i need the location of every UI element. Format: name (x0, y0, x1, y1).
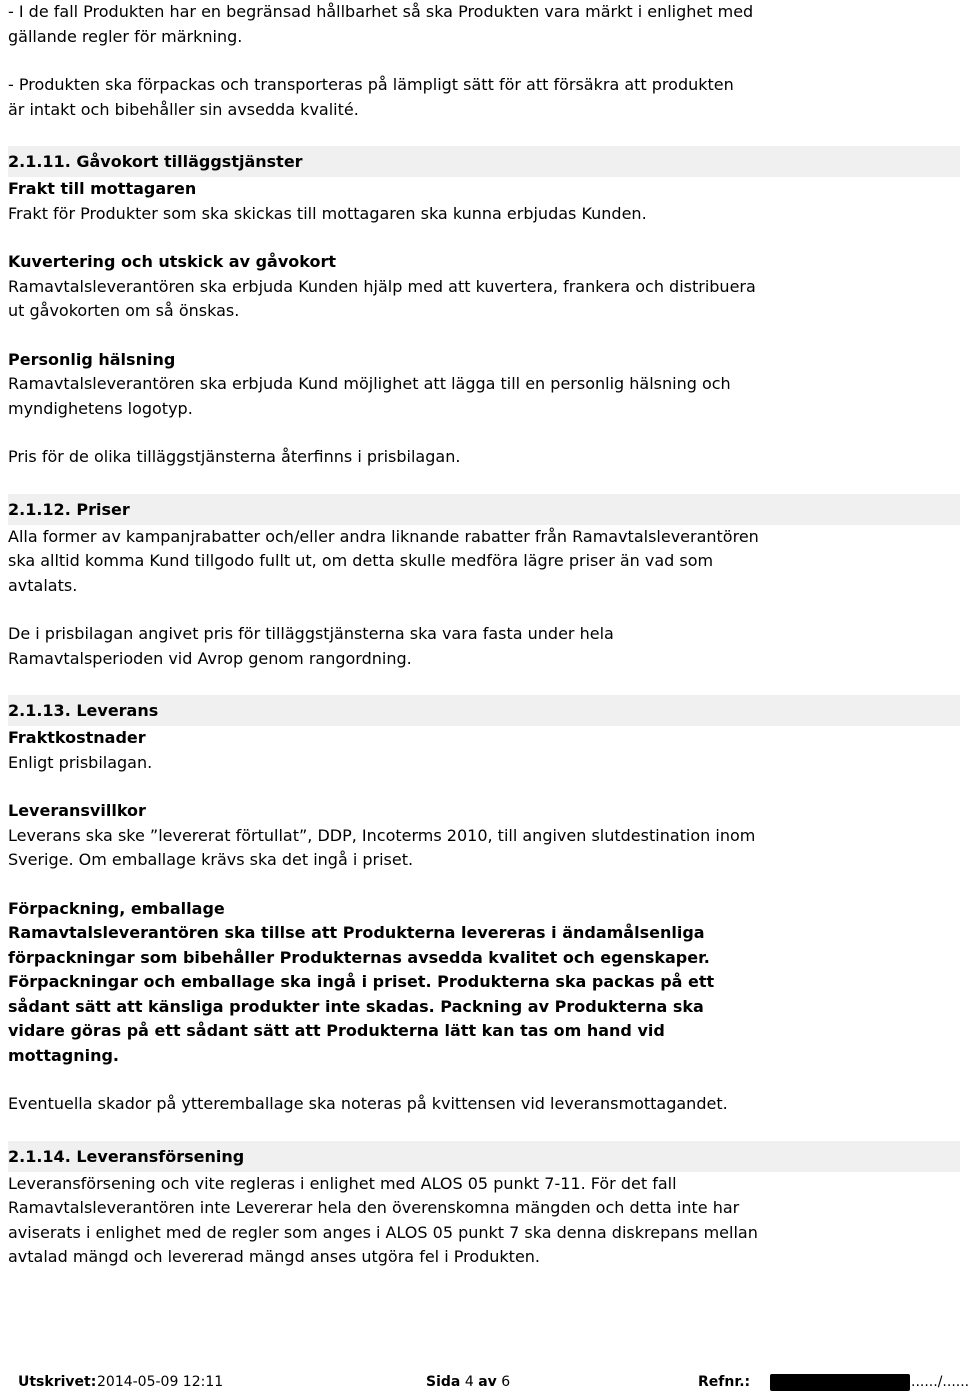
frakt-title: Frakt till mottagaren (8, 179, 197, 198)
intro-block (8, 0, 952, 122)
intro-paragraph-1: - I de fall Produkten har en begränsad hållbarhet så ska Produkten vara märkt i enlighet med gällande regler för märkning. (8, 2, 754, 46)
priser-paragraph-1: Alla former av kampanjrabatter och/eller andra liknande rabatter från Ramavtalsleverantören ska alltid komma Kund tillgodo fullt ut, om detta skulle medföra lägre priser än vad som avtalats. (8, 526, 759, 595)
printed-label: Utskrivet: (18, 1374, 97, 1390)
kuvert-text: Ramavtalsleverantören ska erbjuda Kunden hjälp med att kuvertera, frankera och distribuera ut gåvokorten om så önskas. (8, 276, 756, 320)
halsning-title: Personlig hälsning (8, 349, 176, 369)
section-heading-2-1-11: 2.1.11. Gåvokort tilläggstjänster (8, 146, 960, 177)
printed-date: 2014-05-09 12:11 (97, 1374, 224, 1390)
page-number: Sida 4 av 6 (426, 1374, 511, 1390)
ref-label: Refnr.: (698, 1374, 751, 1390)
fraktkostnader-text: Enligt prisbilagan. (8, 752, 153, 772)
forpackning-title: Förpackning, emballage (8, 898, 225, 918)
forpackning-text: Ramavtalsleverantören ska tillse att Produkterna levereras i ändamålsenliga förpackningar som bibehåller Produkternas avsedda kvalitet och egenskaper. Förpackningar och emballage ska ingå i priset. Produkterna ska packas på ett sådant sätt att känsliga produkter inte skadas. Packning av Produkterna ska vidare göras på ett sådant sätt att Produkterna lätt kan tas om hand vid mottagning. (8, 923, 715, 1065)
section-heading-2-1-14: 2.1.14. Leveransförsening (8, 1141, 960, 1172)
pris-text: Pris för de olika tilläggstjänsterna återfinns i prisbilagan. (8, 447, 461, 466)
kuvert-title: Kuvertering och utskick av gåvokort (8, 252, 336, 271)
ref-suffix: ....../...... (911, 1374, 969, 1390)
skador-text: Eventuella skador på ytteremballage ska noteras på kvittensen vid leveransmottagandet. (8, 1094, 728, 1113)
section-heading-2-1-13: 2.1.13. Leverans (8, 695, 960, 726)
intro-paragraph-2: - Produkten ska förpackas och transporteras på lämpligt sätt för att försäkra att produkten är intakt och bibehåller sin avsedda kvalité. (8, 75, 734, 119)
fraktkostnader-title: Fraktkostnader (8, 728, 146, 747)
leveransvillkor-text: Leverans ska ske ”levererat förtullat”, DDP, Incoterms 2010, till angiven slutdestination inom Sverige. Om emballage krävs ska det ingå i priset. (8, 825, 756, 869)
halsning-text: Ramavtalsleverantören ska erbjuda Kund möjlighet att lägga till en personlig hälsning och myndighetens logotyp. (8, 374, 731, 418)
page-footer (18, 1372, 969, 1392)
frakt-text: Frakt för Produkter som ska skickas till mottagaren ska kunna erbjudas Kunden. (8, 203, 647, 223)
priser-paragraph-2: De i prisbilagan angivet pris för tilläggstjänsterna ska vara fasta under hela Ramavtalsperioden vid Avrop genom rangordning. (8, 624, 614, 668)
redacted-ref-box (770, 1374, 910, 1391)
leveransforsening-text: Leveransförsening och vite regleras i enlighet med ALOS 05 punkt 7-11. För det fall Ramavtalsleverantören inte Levererar hela den överenskomna mängden och detta inte har aviserats i enlighet med de regler som anges i ALOS 05 punkt 7 ska denna diskrepans mellan avtalad mängd och levererad mängd anses utgöra fel i Produkten. (8, 1173, 758, 1266)
document-page (8, 0, 952, 1270)
leveransvillkor-title: Leveransvillkor (8, 801, 146, 820)
section-heading-2-1-12: 2.1.12. Priser (8, 494, 960, 525)
